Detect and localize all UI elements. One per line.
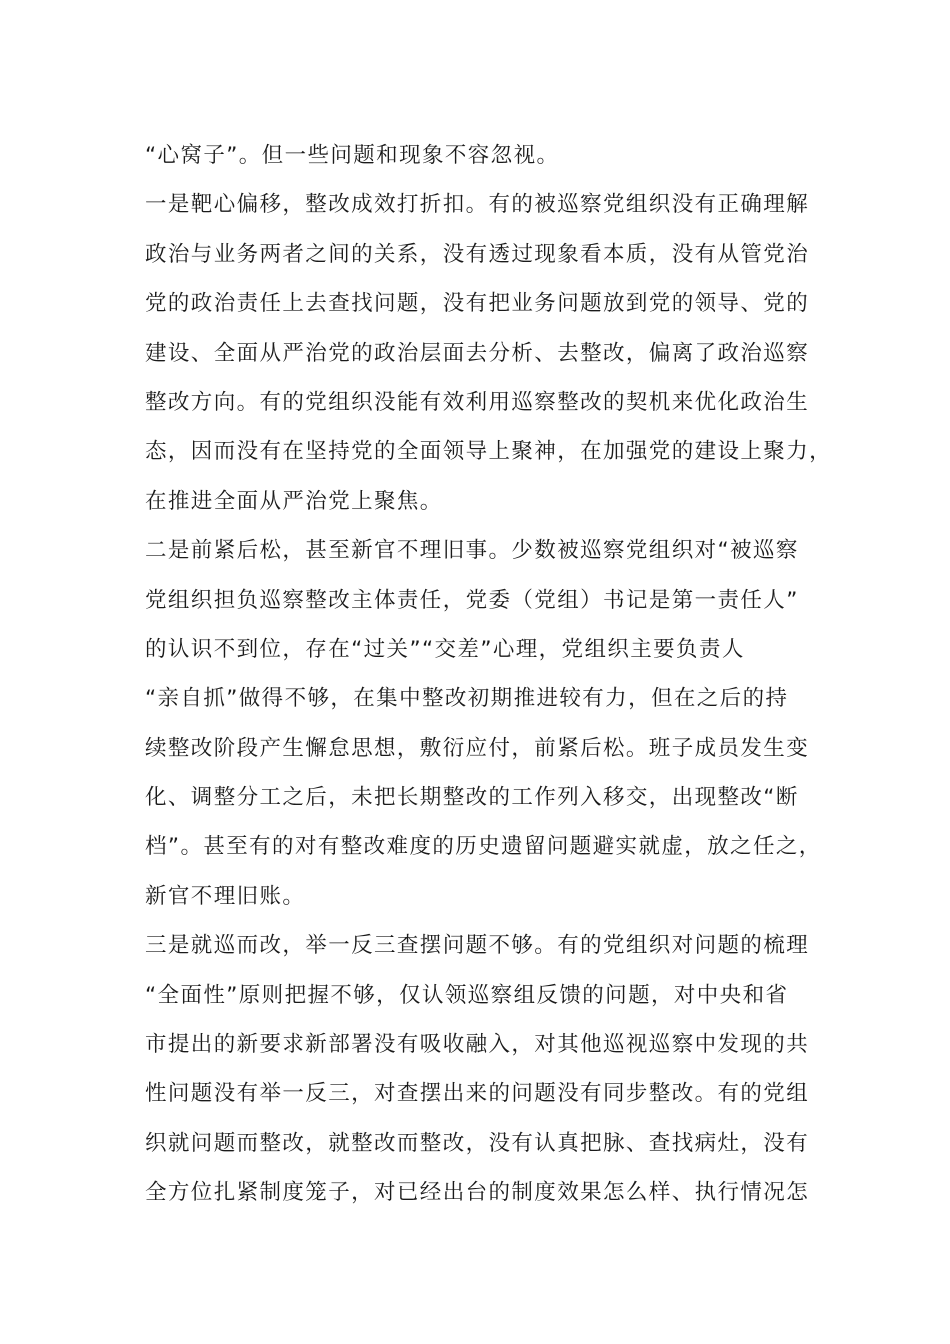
text-line: 建设、全面从严治党的政治层面去分析、去整改，偏离了政治巡察 — [145, 340, 810, 366]
text-line: 性问题没有举一反三，对查摆出来的问题没有同步整改。有的党组 — [145, 1081, 810, 1107]
text-line: 全方位扎紧制度笼子，对已经出台的制度效果怎么样、执行情况怎 — [145, 1180, 810, 1206]
text-line: 在推进全面从严治党上聚焦。 — [145, 488, 443, 514]
text-line: 政治与业务两者之间的关系，没有透过现象看本质，没有从管党治 — [145, 241, 810, 267]
text-line: 整改方向。有的党组织没能有效利用巡察整改的契机来优化政治生 — [145, 389, 810, 415]
body-text — [145, 131, 833, 1218]
text-line: 市提出的新要求新部署没有吸收融入，对其他巡视巡察中发现的共 — [145, 1032, 810, 1058]
text-line: 态，因而没有在坚持党的全面领导上聚神，在加强党的建设上聚力， — [145, 439, 833, 465]
text-line: 一是靶心偏移，整改成效打折扣。有的被巡察党组织没有正确理解 — [145, 192, 810, 218]
text-line: 新官不理旧账。 — [145, 883, 306, 909]
text-line: 二是前紧后松，甚至新官不理旧事。少数被巡察党组织对“被巡察 — [145, 538, 799, 564]
text-line: “心窝子”。但一些问题和现象不容忽视。 — [145, 143, 560, 168]
text-line: “亲自抓”做得不够，在集中整改初期推进较有力，但在之后的持 — [145, 686, 789, 712]
text-line: 续整改阶段产生懈怠思想，敷衍应付，前紧后松。班子成员发生变 — [145, 735, 810, 761]
text-line: 党的政治责任上去查找问题，没有把业务问题放到党的领导、党的 — [145, 291, 810, 317]
text-line: 党组织担负巡察整改主体责任，党委（党组）书记是第一责任人” — [145, 587, 799, 613]
text-line: 三是就巡而改，举一反三查摆问题不够。有的党组织对问题的梳理 — [145, 933, 810, 959]
text-line: 织就问题而整改，就整改而整改，没有认真把脉、查找病灶，没有 — [145, 1130, 810, 1156]
text-line: 的认识不到位，存在“过关”“交差”心理，党组织主要负责人 — [145, 636, 745, 662]
text-line: “全面性”原则把握不够，仅认领巡察组反馈的问题，对中央和省 — [145, 982, 789, 1008]
text-line: 档”。甚至有的对有整改难度的历史遗留问题避实就虚，放之任之， — [145, 834, 822, 860]
text-line: 化、调整分工之后，未把长期整改的工作列入移交，出现整改“断 — [145, 785, 799, 811]
